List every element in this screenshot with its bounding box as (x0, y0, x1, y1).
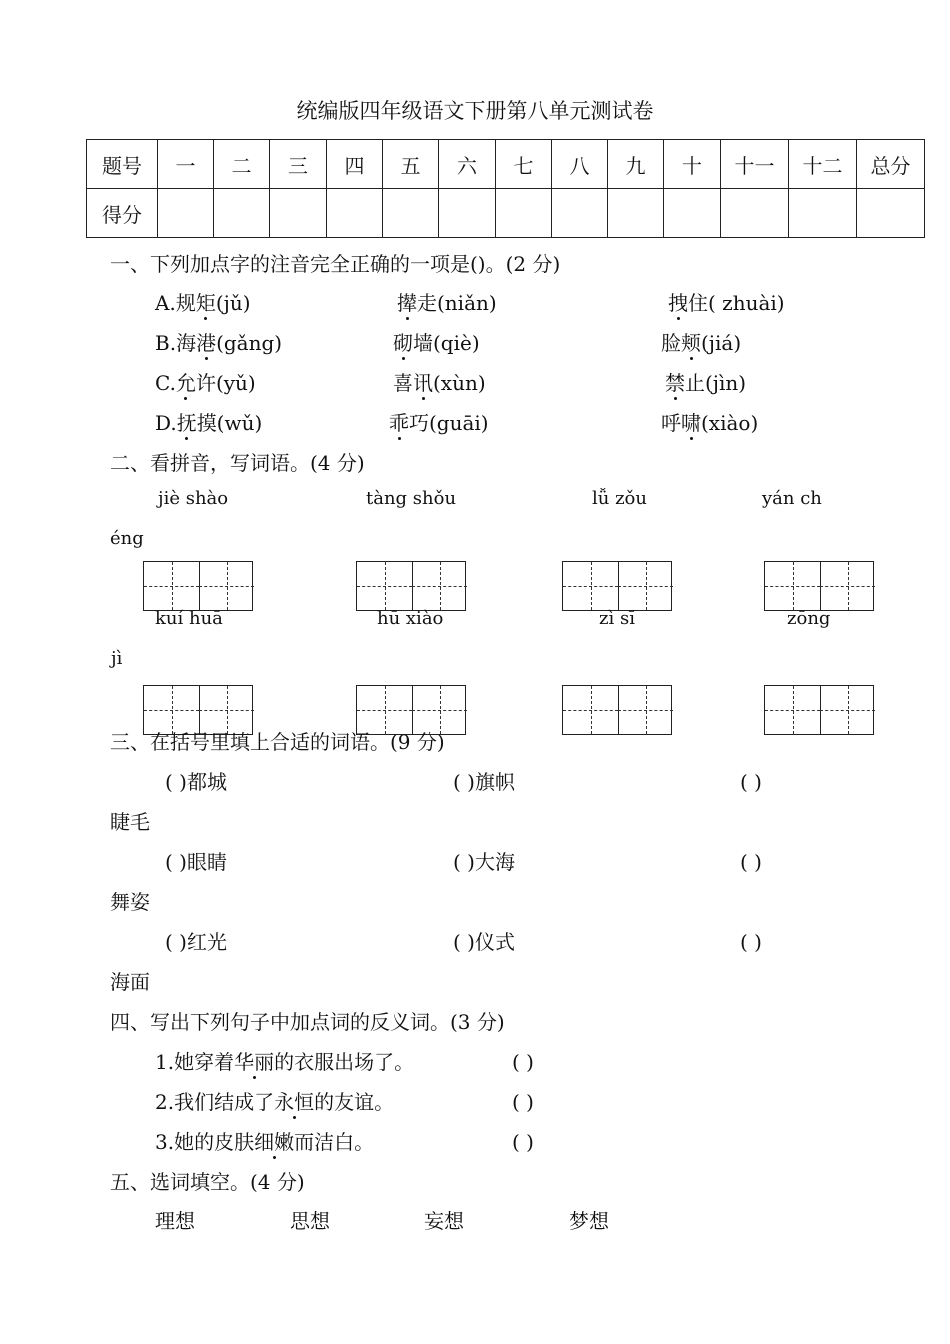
fill-blank-item[interactable]: ( )仪式 (453, 930, 515, 954)
sentence-text: 3.她的皮肤 (155, 1130, 255, 1154)
q1-option-c-3 (665, 373, 746, 393)
q1-option-b-3 (661, 333, 741, 353)
answer-blank[interactable]: ( ) (512, 1130, 534, 1154)
choice-word: 梦想 (569, 1209, 609, 1233)
q1-option-b-1[interactable] (155, 333, 282, 353)
fill-blank-item[interactable]: ( )眼睛 (165, 850, 227, 874)
answer-blank[interactable]: ( ) (512, 1090, 534, 1114)
score-header-cell: 三 (270, 140, 327, 189)
word-pinyin: (xùn) (433, 371, 486, 395)
score-table-score-row (87, 189, 925, 238)
fill-blank-item[interactable]: ( )大海 (453, 850, 515, 874)
writing-grid[interactable] (143, 561, 253, 611)
dotted-char: 允 (175, 371, 196, 395)
q1-option-a-1[interactable] (155, 293, 251, 313)
dotted-char: 讯 (413, 371, 433, 395)
score-row-label: 得分 (87, 189, 158, 238)
score-cell[interactable] (552, 189, 608, 238)
score-cell[interactable] (496, 189, 552, 238)
word-text: 喜 (393, 371, 413, 395)
option-label: D. (155, 411, 177, 435)
pinyin-label: jiè shào (158, 488, 229, 509)
sentence-text: 2.我们结成了 (155, 1090, 275, 1114)
word-pinyin: 墙(qiè) (413, 331, 480, 355)
score-cell[interactable] (789, 189, 857, 238)
score-cell[interactable] (664, 189, 721, 238)
writing-grid[interactable] (562, 561, 672, 611)
word-text: 呼 (661, 411, 681, 435)
word-pinyin: 摸(wǔ) (196, 411, 263, 435)
score-cell[interactable] (270, 189, 327, 238)
q5-heading: 五、选词填空。(4 分) (110, 1170, 305, 1194)
dotted-char: 啸 (681, 411, 701, 435)
q3-heading: 三、在括号里填上合适的词语。(9 分) (110, 730, 445, 754)
pinyin-label: zì sī (599, 608, 635, 629)
choice-word: 妄想 (424, 1209, 464, 1233)
sentence-text: 的衣服出场了。 (274, 1050, 415, 1074)
wrapped-word: 舞姿 (110, 890, 150, 914)
dotted-word: 细嫩 (254, 1130, 295, 1154)
pinyin-label: lǚ zǒu (592, 488, 647, 509)
antonym-sentence (155, 1052, 414, 1072)
score-header-cell: 十一 (721, 140, 789, 189)
fill-blank-item[interactable]: ( )红光 (165, 930, 227, 954)
q1-option-c-1[interactable] (155, 373, 256, 393)
fill-blank-item[interactable]: ( )旗帜 (453, 770, 515, 794)
dotted-char: 矩 (195, 291, 216, 315)
dotted-char: 港 (196, 331, 217, 355)
page-title: 统编版四年级语文下册第八单元测试卷 (296, 99, 654, 123)
q1-option-d-1[interactable] (155, 413, 262, 433)
writing-grid[interactable] (356, 561, 466, 611)
pinyin-label: hū xiào (377, 608, 444, 629)
word-pinyin: 住( zhuài) (688, 291, 785, 315)
dotted-char: 颊 (681, 331, 701, 355)
score-header-cell: 一 (158, 140, 214, 189)
word-pinyin: 止(jìn) (685, 371, 747, 395)
q1-option-d-3 (661, 413, 758, 433)
wrapped-word: 睫毛 (110, 810, 150, 834)
option-label: C. (155, 371, 176, 395)
answer-blank[interactable]: ( ) (512, 1050, 534, 1074)
sentence-text: 1.她穿着 (155, 1050, 235, 1074)
word-pinyin: (xiào) (701, 411, 759, 435)
word-text: 海 (176, 331, 197, 355)
pinyin-label: zōng (787, 608, 831, 629)
fill-blank-item[interactable]: ( ) (740, 770, 762, 794)
q1-option-d-2 (389, 413, 489, 433)
word-pinyin: (jiá) (701, 331, 742, 355)
score-header-cell: 总分 (857, 140, 925, 189)
score-header-cell: 十二 (789, 140, 857, 189)
dotted-word: 永恒 (274, 1090, 315, 1114)
word-pinyin: 走(niǎn) (417, 291, 497, 315)
q1-heading: 一、下列加点字的注音完全正确的一项是()。(2 分) (110, 252, 561, 276)
writing-grid[interactable] (143, 685, 253, 735)
dotted-char: 砌 (393, 331, 413, 355)
fill-blank-item[interactable]: ( )都城 (165, 770, 227, 794)
score-header-cell: 七 (496, 140, 552, 189)
pinyin-label: jì (111, 648, 123, 669)
score-cell[interactable] (327, 189, 383, 238)
q2-heading: 二、看拼音，写词语。(4 分) (110, 451, 365, 475)
word-pinyin: 巧(guāi) (409, 411, 489, 435)
dotted-char: 撵 (397, 291, 417, 315)
score-header-cell: 九 (608, 140, 664, 189)
score-cell[interactable] (439, 189, 496, 238)
fill-blank-item[interactable]: ( ) (740, 930, 762, 954)
score-header-cell: 五 (383, 140, 439, 189)
writing-grid[interactable] (764, 561, 874, 611)
writing-grid[interactable] (356, 685, 466, 735)
option-label: B. (155, 331, 177, 355)
score-cell[interactable] (158, 189, 214, 238)
wrapped-word: 海面 (110, 970, 150, 994)
dotted-word: 华丽 (234, 1050, 275, 1074)
antonym-sentence (155, 1132, 374, 1152)
antonym-sentence (155, 1092, 394, 1112)
pinyin-label: tàng shǒu (366, 488, 457, 509)
pinyin-label: éng (110, 528, 144, 549)
word-pinyin: 许(yǔ) (195, 371, 256, 395)
score-table (86, 139, 925, 238)
q1-option-a-2 (397, 293, 497, 313)
q1-option-a-3 (668, 293, 785, 313)
word-pinyin: (gǎng) (216, 331, 283, 355)
q1-option-b-2 (393, 333, 480, 353)
word-pinyin: (jǔ) (215, 291, 251, 315)
pinyin-label: yán ch (762, 488, 822, 509)
writing-grid[interactable] (562, 685, 672, 735)
dotted-char: 抚 (176, 411, 197, 435)
score-header-cell: 题号 (87, 140, 158, 189)
score-header-cell: 四 (327, 140, 383, 189)
score-cell[interactable] (608, 189, 664, 238)
score-cell[interactable] (721, 189, 789, 238)
score-header-cell: 八 (552, 140, 608, 189)
pinyin-label: kuí huā (155, 608, 223, 629)
dotted-char: 禁 (665, 371, 685, 395)
q4-heading: 四、写出下列句子中加点词的反义词。(3 分) (110, 1010, 505, 1034)
score-cell[interactable] (214, 189, 270, 238)
q1-option-c-2 (393, 373, 486, 393)
choice-word: 理想 (155, 1209, 195, 1233)
score-table-header-row (87, 140, 925, 189)
dotted-char: 乖 (389, 411, 409, 435)
sentence-text: 而洁白。 (294, 1130, 375, 1154)
score-header-cell: 十 (664, 140, 721, 189)
option-label: A. (155, 291, 176, 315)
writing-grid[interactable] (764, 685, 874, 735)
sentence-text: 的友谊。 (314, 1090, 395, 1114)
score-header-cell: 二 (214, 140, 270, 189)
word-text: 脸 (661, 331, 681, 355)
score-cell[interactable] (383, 189, 439, 238)
score-header-cell: 六 (439, 140, 496, 189)
dotted-char: 拽 (668, 291, 688, 315)
score-cell[interactable] (857, 189, 925, 238)
choice-word: 思想 (290, 1209, 330, 1233)
fill-blank-item[interactable]: ( ) (740, 850, 762, 874)
word-text: 规 (175, 291, 196, 315)
